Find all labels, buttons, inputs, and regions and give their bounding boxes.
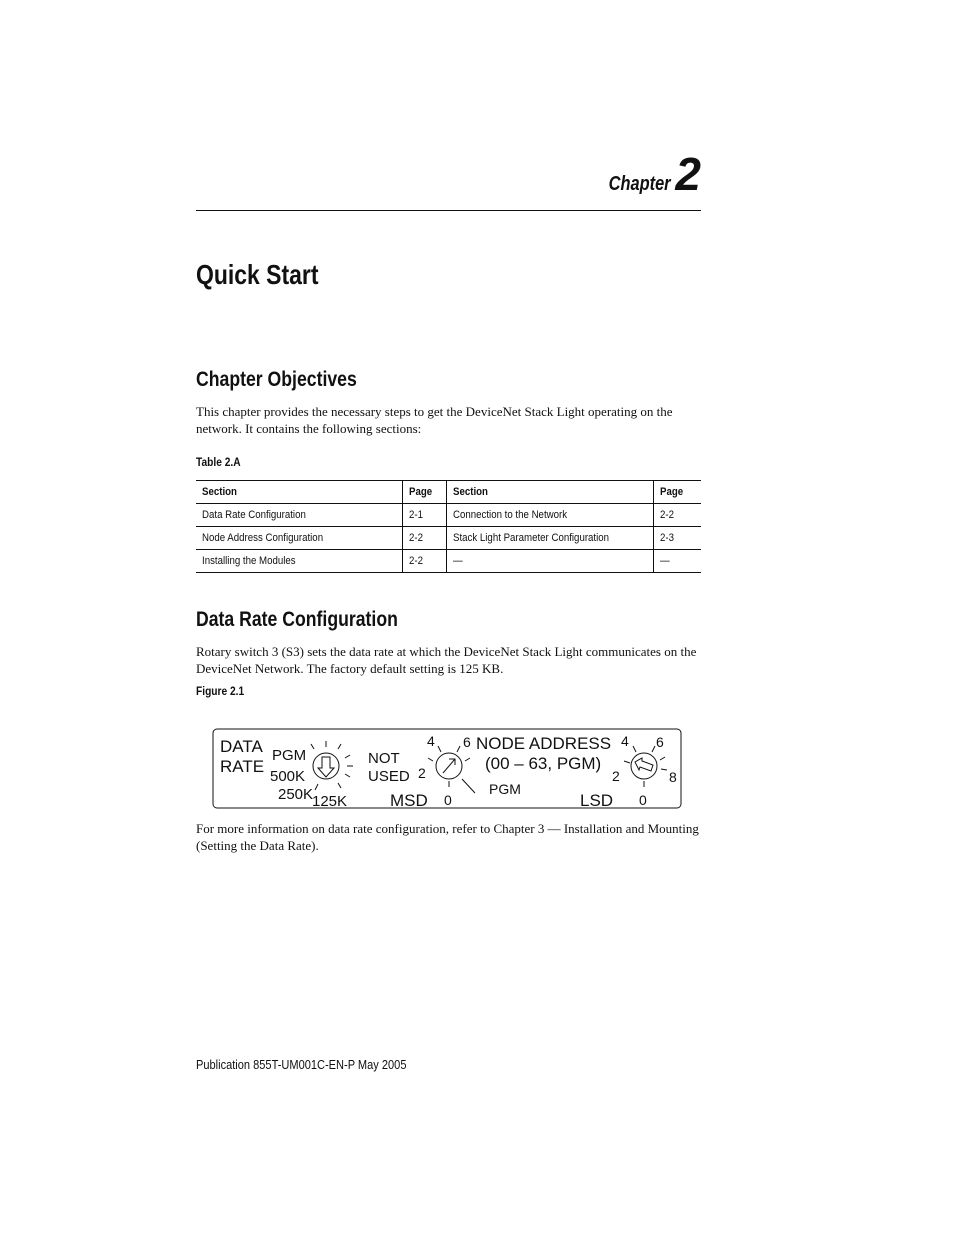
rate-label: RATE [220, 757, 265, 776]
msd-digit-2: 2 [418, 765, 426, 781]
msd-pgm-label: PGM [489, 781, 521, 797]
table-cell: Connection to the Network [447, 504, 654, 527]
chapter-header [196, 150, 701, 211]
table-cell: 2-1 [403, 504, 447, 527]
arrow-down-icon [318, 757, 334, 777]
msd-digit-6: 6 [463, 734, 471, 750]
msd-digit-4: 4 [427, 733, 435, 749]
table-row [196, 550, 701, 573]
table-cell: Data Rate Configuration [196, 504, 403, 527]
table-cell: 2-3 [654, 527, 702, 550]
table-cell: Installing the Modules [196, 550, 403, 573]
data-rate-body: Rotary switch 3 (S3) sets the data rate at which the DeviceNet Stack Light communicates on the DeviceNet Network. The factory default setting is 125 KB. [196, 644, 697, 676]
rate-250k-label: 250K [278, 786, 314, 803]
rate-500k-label: 500K [270, 768, 306, 785]
data-label: DATA [220, 737, 263, 756]
data-rate-followup: For more information on data rate configuration, refer to Chapter 3 — Installation and Mounting (Setting the Data Rate). [196, 821, 699, 853]
table-caption: Table 2.A [196, 455, 241, 469]
node-address-range: (00 – 63, PGM) [485, 754, 602, 773]
arrow-up-right-icon [443, 759, 455, 773]
lsd-digit-0: 0 [639, 792, 647, 808]
objectives-intro: This chapter provides the necessary steps to get the DeviceNet Stack Light operating on the network. It contains the following sections: [196, 404, 673, 436]
header-section-1: Section [196, 481, 403, 504]
table-cell: 2-2 [403, 550, 447, 573]
rotary-switch-figure [212, 728, 682, 809]
header-page-2: Page [654, 481, 702, 504]
msd-label: MSD [390, 791, 428, 809]
table-cell: 2-2 [654, 504, 702, 527]
data-rate-dial [311, 741, 353, 790]
rate-125k-label: 125K [312, 793, 348, 809]
figure-caption: Figure 2.1 [196, 684, 245, 698]
msd-dial [428, 746, 475, 793]
table-cell: — [654, 550, 702, 573]
header-page-1: Page [403, 481, 447, 504]
msd-digit-0: 0 [444, 792, 452, 808]
arrow-left-icon [635, 758, 653, 771]
pgm-label: PGM [272, 747, 307, 764]
lsd-digit-2: 2 [612, 768, 620, 784]
chapter-number: 2 [675, 148, 701, 200]
table-cell: Node Address Configuration [196, 527, 403, 550]
lsd-dial [624, 746, 667, 787]
data-rate-heading: Data Rate Configuration [196, 608, 398, 631]
not-label: NOT [368, 750, 400, 767]
header-section-2: Section [447, 481, 654, 504]
chapter-label: Chapter [609, 173, 671, 195]
table-row [196, 504, 701, 527]
page-title: Quick Start [196, 259, 319, 290]
table-cell: Stack Light Parameter Configuration [447, 527, 654, 550]
lsd-label: LSD [580, 791, 614, 809]
node-address-label: NODE ADDRESS [476, 734, 612, 753]
table-cell: 2-2 [403, 527, 447, 550]
table-row [196, 527, 701, 550]
lsd-digit-8: 8 [669, 769, 677, 785]
lsd-digit-6: 6 [656, 734, 664, 750]
sections-table [196, 480, 701, 573]
lsd-digit-4: 4 [621, 733, 629, 749]
publication-footer: Publication 855T-UM001C-EN-P May 2005 [196, 1057, 407, 1072]
used-label: USED [368, 768, 410, 785]
table-cell: — [447, 550, 654, 573]
objectives-heading: Chapter Objectives [196, 368, 357, 391]
table-header-row [196, 481, 701, 504]
